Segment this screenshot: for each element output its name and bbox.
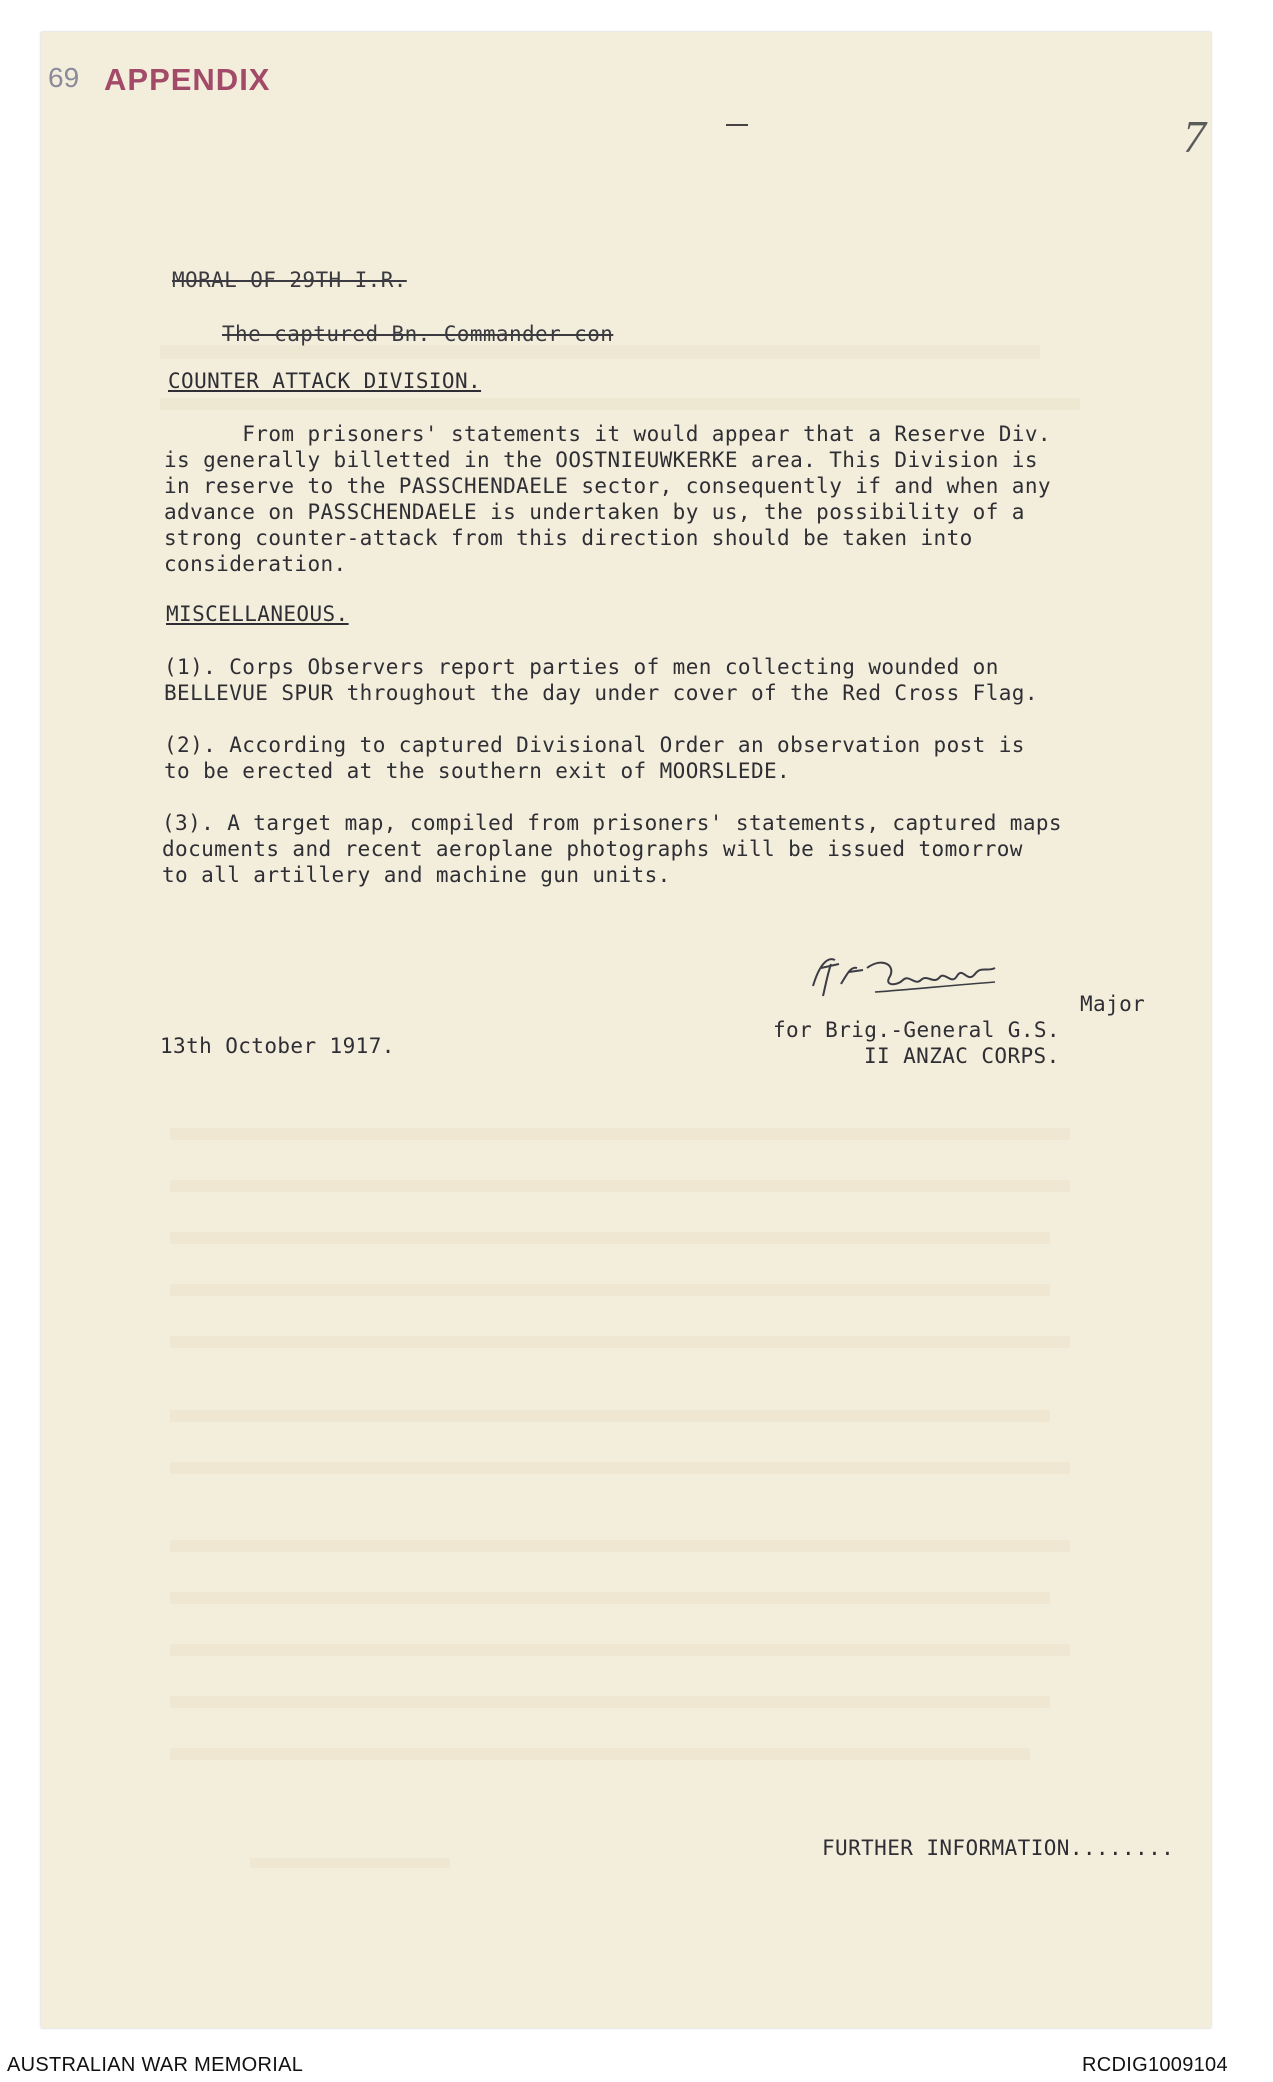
page-number-marker: 7 <box>1183 111 1206 162</box>
stamp-number: 69 <box>48 62 80 93</box>
pen-mark <box>726 124 748 126</box>
counter-attack-line: in reserve to the PASSCHENDAELE sector, consequently if and when any <box>164 474 1051 498</box>
footer-institution: AUSTRALIAN WAR MEMORIAL <box>7 2054 304 2076</box>
counter-attack-line: consideration. <box>164 552 347 576</box>
struck-heading-1: MORAL OF 29TH I.R. <box>172 268 407 292</box>
appendix-stamp: APPENDIX <box>104 62 271 97</box>
handwritten-signature <box>805 946 1005 1006</box>
continuation-note: FURTHER INFORMATION........ <box>822 1836 1175 1860</box>
miscellaneous-heading: MISCELLANEOUS. <box>166 602 349 626</box>
struck-heading-2: The captured Bn. Commander con <box>222 322 614 346</box>
misc-item-3-line: documents and recent aeroplane photographs will be issued tomorrow <box>162 837 1023 861</box>
misc-item-3-line: (3). A target map, compiled from prisoners' statements, captured maps <box>162 811 1062 835</box>
signature-rank: Major <box>1080 992 1146 1016</box>
counter-attack-line: strong counter-attack from this direction should be taken into <box>164 526 973 550</box>
counter-attack-heading: COUNTER ATTACK DIVISION. <box>168 369 482 393</box>
misc-item-1-line: BELLEVUE SPUR throughout the day under cover of the Red Cross Flag. <box>164 681 1038 705</box>
misc-item-3-line: to all artillery and machine gun units. <box>162 863 671 887</box>
footer-catalogue-id: RCDIG1009104 <box>1082 2054 1228 2076</box>
misc-item-1-line: (1). Corps Observers report parties of men collecting wounded on <box>164 655 999 679</box>
counter-attack-line: is generally billetted in the OOSTNIEUWKERKE area. This Division is <box>164 448 1038 472</box>
misc-item-2-line: to be erected at the southern exit of MOORSLEDE. <box>164 759 791 783</box>
counter-attack-line: advance on PASSCHENDAELE is undertaken by us, the possibility of a <box>164 500 1025 524</box>
signature-unit: II ANZAC CORPS. <box>864 1044 1060 1068</box>
document-date: 13th October 1917. <box>160 1034 395 1058</box>
misc-item-2-line: (2). According to captured Divisional Order an observation post is <box>164 733 1025 757</box>
signature-for-line: for Brig.-General G.S. <box>773 1018 1060 1042</box>
counter-attack-line: From prisoners' statements it would appear that a Reserve Div. <box>164 422 1051 446</box>
